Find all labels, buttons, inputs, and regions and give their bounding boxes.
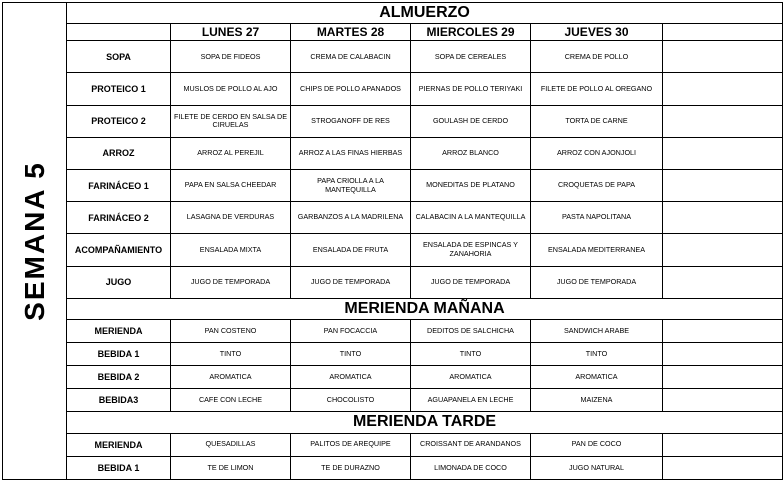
menu-item: PALITOS DE AREQUIPE — [291, 433, 411, 456]
menu-item: CROISSANT DE ARANDANOS — [411, 433, 531, 456]
menu-item: JUGO DE TEMPORADA — [291, 266, 411, 298]
menu-row — [3, 41, 783, 73]
menu-item: AROMATICA — [291, 366, 411, 389]
menu-item: PAN COSTENO — [171, 319, 291, 342]
menu-row — [3, 342, 783, 365]
menu-row — [3, 137, 783, 169]
menu-item: CHOCOLISTO — [291, 389, 411, 412]
menu-item — [663, 342, 783, 365]
menu-item: ARROZ CON AJONJOLI — [531, 137, 663, 169]
menu-item: PASTA NAPOLITANA — [531, 202, 663, 234]
menu-item: FILETE DE POLLO AL OREGANO — [531, 73, 663, 105]
week-label: SEMANA 5 — [18, 161, 50, 321]
menu-item: AROMATICA — [411, 366, 531, 389]
row-label: JUGO — [67, 266, 171, 298]
menu-item: MAIZENA — [531, 389, 663, 412]
menu-item: TINTO — [531, 342, 663, 365]
menu-item: JUGO DE TEMPORADA — [531, 266, 663, 298]
menu-item: TINTO — [411, 342, 531, 365]
menu-row — [3, 202, 783, 234]
menu-item: PAPA CRIOLLA A LA MANTEQUILLA — [291, 169, 411, 201]
menu-item: CREMA DE POLLO — [531, 41, 663, 73]
row-label: MERIENDA — [67, 433, 171, 456]
menu-item: ENSALADA MIXTA — [171, 234, 291, 266]
menu-item: TORTA DE CARNE — [531, 105, 663, 137]
menu-item: JUGO DE TEMPORADA — [171, 266, 291, 298]
menu-item: TINTO — [291, 342, 411, 365]
day-header-row — [3, 24, 783, 41]
menu-item: SOPA DE CEREALES — [411, 41, 531, 73]
menu-item: TE DE DURAZNO — [291, 456, 411, 479]
menu-item: ARROZ A LAS FINAS HIERBAS — [291, 137, 411, 169]
menu-table — [2, 2, 783, 480]
menu-item: PAN DE COCO — [531, 433, 663, 456]
menu-row — [3, 389, 783, 412]
menu-item: ENSALADA DE ESPINCAS Y ZANAHORIA — [411, 234, 531, 266]
row-label: PROTEICO 2 — [67, 105, 171, 137]
menu-item: AROMATICA — [531, 366, 663, 389]
menu-item — [663, 319, 783, 342]
menu-item: GARBANZOS A LA MADRILENA — [291, 202, 411, 234]
menu-item — [663, 41, 783, 73]
menu-item — [663, 433, 783, 456]
menu-row — [3, 73, 783, 105]
menu-item — [663, 105, 783, 137]
row-label: BEBIDA 2 — [67, 366, 171, 389]
day-header: JUEVES 30 — [531, 24, 663, 41]
row-label: MERIENDA — [67, 319, 171, 342]
menu-item — [663, 366, 783, 389]
menu-item — [663, 137, 783, 169]
menu-item: SOPA DE FIDEOS — [171, 41, 291, 73]
day-header: MIERCOLES 29 — [411, 24, 531, 41]
row-label: FARINÁCEO 2 — [67, 202, 171, 234]
menu-item: GOULASH DE CERDO — [411, 105, 531, 137]
menu-item: JUGO DE TEMPORADA — [411, 266, 531, 298]
day-header-blank — [67, 24, 171, 41]
menu-row — [3, 169, 783, 201]
weekly-menu-sheet — [2, 2, 782, 480]
menu-row — [3, 366, 783, 389]
menu-row — [3, 234, 783, 266]
menu-item: AGUAPANELA EN LECHE — [411, 389, 531, 412]
menu-item: CHIPS DE POLLO APANADOS — [291, 73, 411, 105]
almuerzo-title-row — [3, 3, 783, 24]
menu-item: CAFE CON LECHE — [171, 389, 291, 412]
menu-item — [663, 234, 783, 266]
menu-item: PIERNAS DE POLLO TERIYAKI — [411, 73, 531, 105]
row-label: ACOMPAÑAMIENTO — [67, 234, 171, 266]
menu-item: QUESADILLAS — [171, 433, 291, 456]
menu-row — [3, 266, 783, 298]
row-label: BEBIDA 1 — [67, 456, 171, 479]
menu-item — [663, 169, 783, 201]
merienda-manana-title-row — [3, 298, 783, 319]
row-label: ARROZ — [67, 137, 171, 169]
menu-item: SANDWICH ARABE — [531, 319, 663, 342]
menu-item: ENSALADA MEDITERRANEA — [531, 234, 663, 266]
menu-item — [663, 202, 783, 234]
week-cell — [3, 3, 67, 480]
menu-item: ARROZ AL PEREJIL — [171, 137, 291, 169]
merienda-manana-title: MERIENDA MAÑANA — [67, 298, 783, 319]
menu-item — [663, 73, 783, 105]
menu-item: MUSLOS DE POLLO AL AJO — [171, 73, 291, 105]
menu-item: CROQUETAS DE PAPA — [531, 169, 663, 201]
menu-item: JUGO NATURAL — [531, 456, 663, 479]
row-label: BEBIDA 1 — [67, 342, 171, 365]
menu-item: DEDITOS DE SALCHICHA — [411, 319, 531, 342]
menu-item: FILETE DE CERDO EN SALSA DE CIRUELAS — [171, 105, 291, 137]
row-label: BEBIDA3 — [67, 389, 171, 412]
row-label: SOPA — [67, 41, 171, 73]
menu-item — [663, 389, 783, 412]
merienda-tarde-title-row — [3, 412, 783, 433]
menu-table-body — [3, 3, 783, 480]
menu-row — [3, 319, 783, 342]
menu-item: LIMONADA DE COCO — [411, 456, 531, 479]
day-header: MARTES 28 — [291, 24, 411, 41]
menu-row — [3, 433, 783, 456]
day-header: LUNES 27 — [171, 24, 291, 41]
menu-item: CREMA DE CALABACIN — [291, 41, 411, 73]
menu-item: PAN FOCACCIA — [291, 319, 411, 342]
menu-item: PAPA EN SALSA CHEEDAR — [171, 169, 291, 201]
menu-item: LASAGNA DE VERDURAS — [171, 202, 291, 234]
menu-item: TE DE LIMON — [171, 456, 291, 479]
menu-item — [663, 266, 783, 298]
menu-item: ENSALADA DE FRUTA — [291, 234, 411, 266]
menu-item: AROMATICA — [171, 366, 291, 389]
row-label: FARINÁCEO 1 — [67, 169, 171, 201]
row-label: PROTEICO 1 — [67, 73, 171, 105]
menu-item: CALABACIN A LA MANTEQUILLA — [411, 202, 531, 234]
menu-item: ARROZ BLANCO — [411, 137, 531, 169]
menu-row — [3, 105, 783, 137]
menu-item: STROGANOFF DE RES — [291, 105, 411, 137]
menu-item — [663, 456, 783, 479]
menu-item: MONEDITAS DE PLATANO — [411, 169, 531, 201]
menu-row — [3, 456, 783, 479]
almuerzo-title: ALMUERZO — [67, 3, 783, 24]
menu-item: TINTO — [171, 342, 291, 365]
merienda-tarde-title: MERIENDA TARDE — [67, 412, 783, 433]
day-header — [663, 24, 783, 41]
